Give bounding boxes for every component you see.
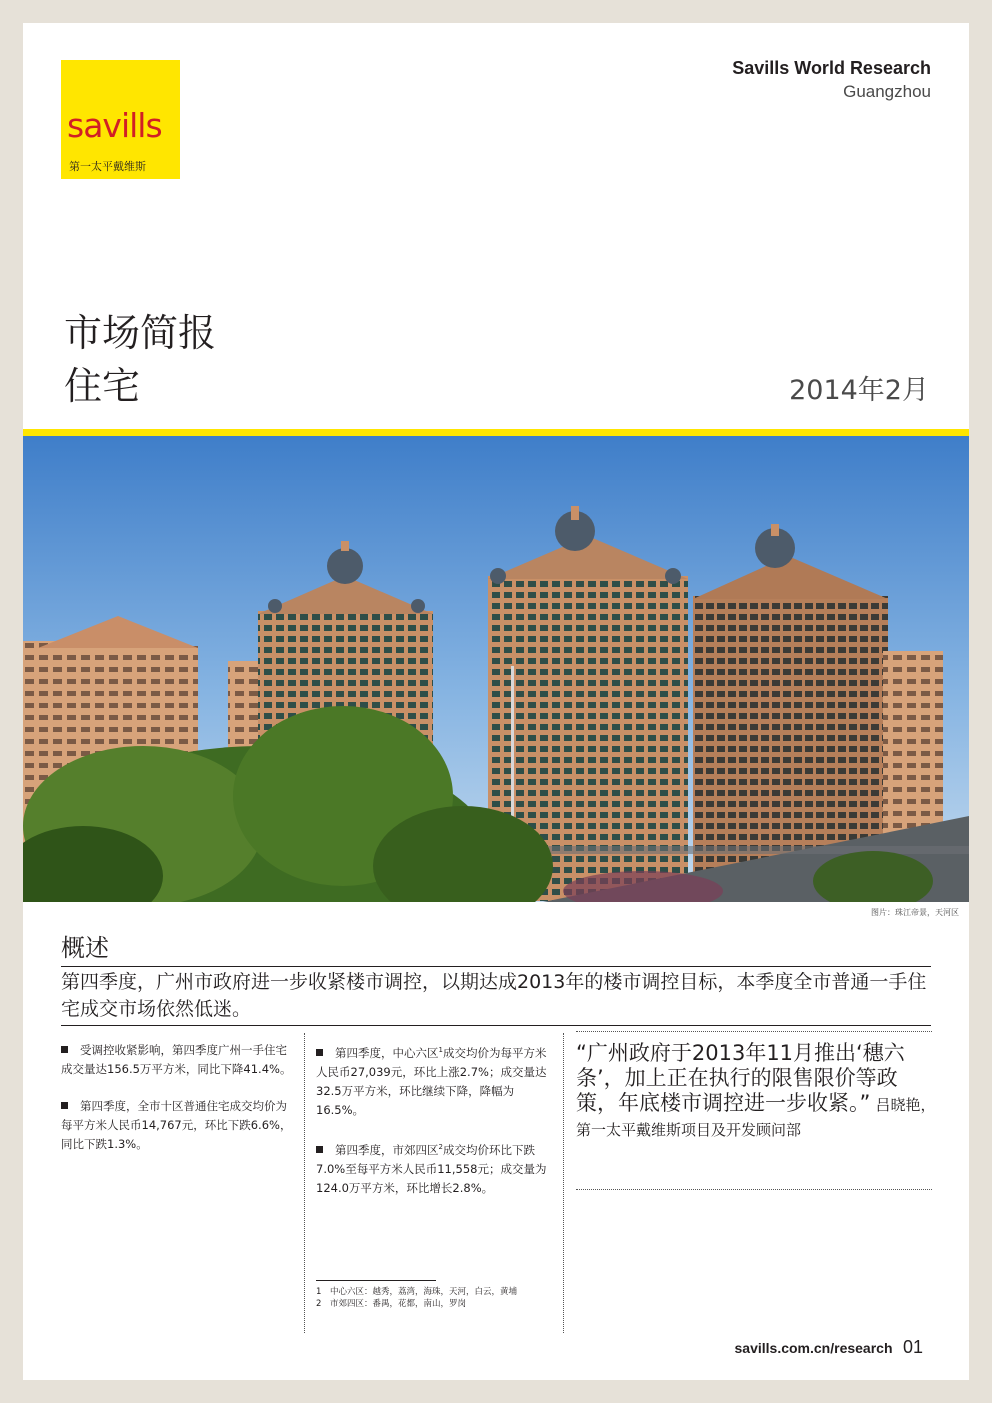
footer-url-link[interactable]: savills.com.cn/research (734, 1340, 893, 1356)
pull-quote (576, 1041, 936, 1143)
research-series-title: Savills World Research (732, 58, 931, 78)
bullet-square-icon (316, 1049, 323, 1056)
bullet-text-before: 第四季度，中心六区 (335, 1046, 439, 1060)
logo-chinese-name: 第一太平戴维斯 (69, 160, 146, 173)
bullet-square-icon (61, 1102, 68, 1109)
bullets-left-column (61, 1041, 296, 1172)
report-date: 2014年2月 (789, 375, 929, 406)
overview-summary: 第四季度，广州市政府进一步收紧楼市调控，以期达成2013年的楼市调控目标，本季度全市普通一手住宅成交市场依然低迷。 (61, 971, 927, 1020)
footnote-marker: 2 (438, 1143, 443, 1151)
column-divider (304, 1033, 305, 1333)
research-city: Guangzhou (843, 82, 931, 101)
summary-top-rule (61, 966, 931, 967)
bullet-text-after: 成交均价环比下跌7.0%至每平方米人民币11,558元；成交量为124.0万平方米，环比增长2.8%。 (316, 1143, 547, 1195)
bullet-item (61, 1097, 296, 1154)
report-title: 市场简报 (64, 311, 217, 355)
summary-bottom-rule (61, 1025, 931, 1026)
footnote-item: 1 中心六区：越秀，荔湾，海珠，天河，白云，黄埔 (316, 1287, 518, 1297)
bullet-text-after: 成交均价为每平方米人民币27,039元，环比上涨2.7%；成交量达32.5万平方米，环比继续下降，降幅为16.5%。 (316, 1046, 547, 1117)
bullet-item (316, 1138, 548, 1198)
bullet-item (61, 1041, 296, 1079)
report-page (23, 23, 969, 1380)
report-subtitle: 住宅 (64, 364, 141, 408)
quote-text: “广州政府于2013年11月推出‘穗六条’，加上正在执行的限售限价等政策，年底楼市调控进一步收紧。” (576, 1041, 905, 1115)
bullet-square-icon (316, 1146, 323, 1153)
quote-bottom-rule (576, 1189, 932, 1190)
footnote-marker: 1 (438, 1046, 443, 1054)
quote-attribution: 吕晓艳，第一太平戴维斯项目及开发顾问部 (576, 1096, 936, 1139)
quote-top-rule (576, 1031, 932, 1032)
cover-photo (23, 436, 969, 902)
bullet-square-icon (61, 1046, 68, 1053)
bullet-text: 第四季度，全市十区普通住宅成交均价为每平方米人民币14,767元，环比下跌6.6%，同比下跌1.3%。 (61, 1099, 292, 1151)
page-footer (735, 1337, 923, 1358)
column-divider (563, 1033, 564, 1333)
logo-wordmark: savills (67, 106, 162, 145)
footnotes (316, 1286, 546, 1310)
photo-caption: 图片：珠江帝景，天河区 (871, 908, 959, 917)
bullets-middle-column (316, 1041, 548, 1216)
overview-heading: 概述 (61, 934, 109, 962)
yellow-divider (23, 429, 969, 436)
footnote-item: 2 市郊四区：番禺，花都，南山，罗岗 (316, 1299, 467, 1309)
page-number: 01 (902, 1337, 923, 1357)
bullet-text-before: 第四季度，市郊四区 (335, 1143, 439, 1157)
bullet-text: 受调控收紧影响，第四季度广州一手住宅成交量达156.5万平方米，同比下降41.4%。 (61, 1043, 292, 1076)
bullet-item (316, 1041, 548, 1120)
savills-logo[interactable] (61, 60, 180, 179)
footnote-rule (316, 1280, 436, 1281)
